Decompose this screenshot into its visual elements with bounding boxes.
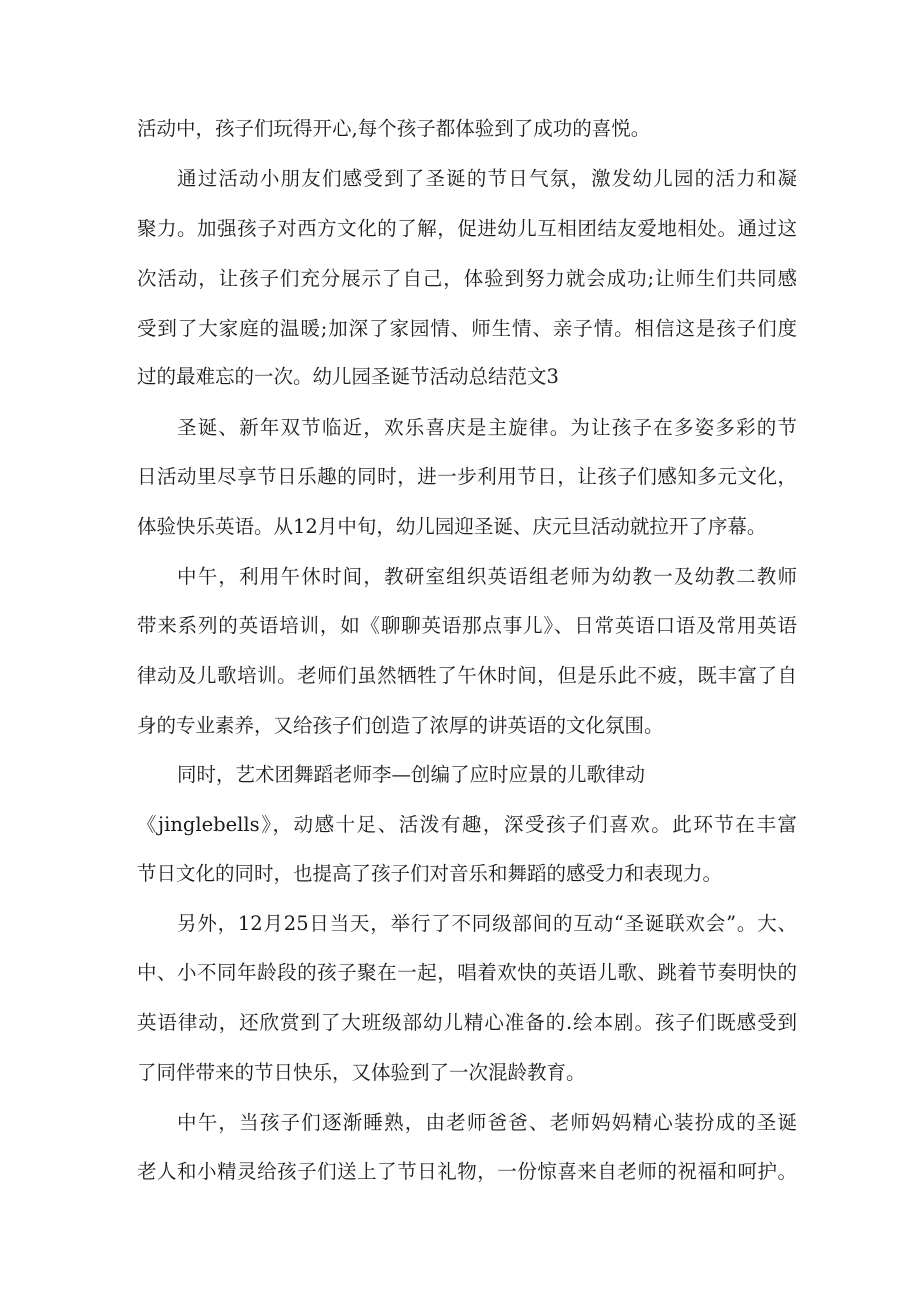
text-line: 律动及儿歌培训。老师们虽然牺牲了午休时间，但是乐此不疲，既丰富了自: [137, 664, 797, 687]
text-line: 了同伴带来的节日快乐，又体验到了一次混龄教育。: [137, 1061, 586, 1084]
text-line: 节日文化的同时，也提高了孩子们对音乐和舞蹈的感受力和表现力。: [137, 862, 723, 885]
text-line: 次活动，让孩子们充分展示了自己，体验到努力就会成功;让师生们共同感: [137, 267, 797, 290]
text-line: 中、小不同年龄段的孩子聚在一起，唱着欢快的英语儿歌、跳着节奏明快的: [137, 961, 797, 984]
text-line: 日活动里尽享节日乐趣的同时，进一步利用节日，让孩子们感知多元文化，: [137, 465, 797, 488]
text-line: 《jinglebells》，动感十足、活泼有趣，深受孩子们喜欢。此环节在丰富: [137, 813, 797, 836]
text-line: 活动中，孩子们玩得开心,每个孩子都体验到了成功的喜悦。: [137, 117, 651, 140]
text-line: 通过活动小朋友们感受到了圣诞的节日气氛，激发幼儿园的活力和凝: [177, 167, 797, 190]
text-line: 聚力。加强孩子对西方文化的了解，促进幼儿互相团结友爱地相处。通过这: [137, 217, 797, 240]
text-line: 中午，利用午休时间，教研室组织英语组老师为幼教一及幼教二教师: [177, 565, 797, 588]
text-line: 同时，艺术团舞蹈老师李—创编了应时应景的儿歌律动: [177, 763, 646, 786]
text-line: 另外，12月25日当天，举行了不同级部间的互动“圣诞联欢会”。大、: [177, 912, 797, 935]
text-line: 英语律动，还欣赏到了大班级部幼儿精心准备的.绘本剧。孩子们既感受到: [137, 1011, 797, 1034]
text-line: 老人和小精灵给孩子们送上了节日礼物，一份惊喜来自老师的祝福和呵护。: [137, 1160, 797, 1183]
text-line: 体验快乐英语。从12月中旬，幼儿园迎圣诞、庆元旦活动就拉开了序幕。: [137, 515, 767, 538]
text-line: 身的专业素养，又给孩子们创造了浓厚的讲英语的文化氛围。: [137, 714, 664, 737]
text-line: 带来系列的英语培训，如《聊聊英语那点事儿》、日常英语口语及常用英语: [137, 614, 797, 637]
text-line: 过的最难忘的一次。幼儿园圣诞节活动总结范文3: [137, 365, 559, 388]
text-line: 受到了大家庭的温暖;加深了家园情、师生情、亲子情。相信这是孩子们度: [137, 317, 797, 340]
text-line: 圣诞、新年双节临近，欢乐喜庆是主旋律。为让孩子在多姿多彩的节: [177, 416, 797, 439]
text-line: 中午，当孩子们逐渐睡熟，由老师爸爸、老师妈妈精心装扮成的圣诞: [177, 1111, 797, 1134]
